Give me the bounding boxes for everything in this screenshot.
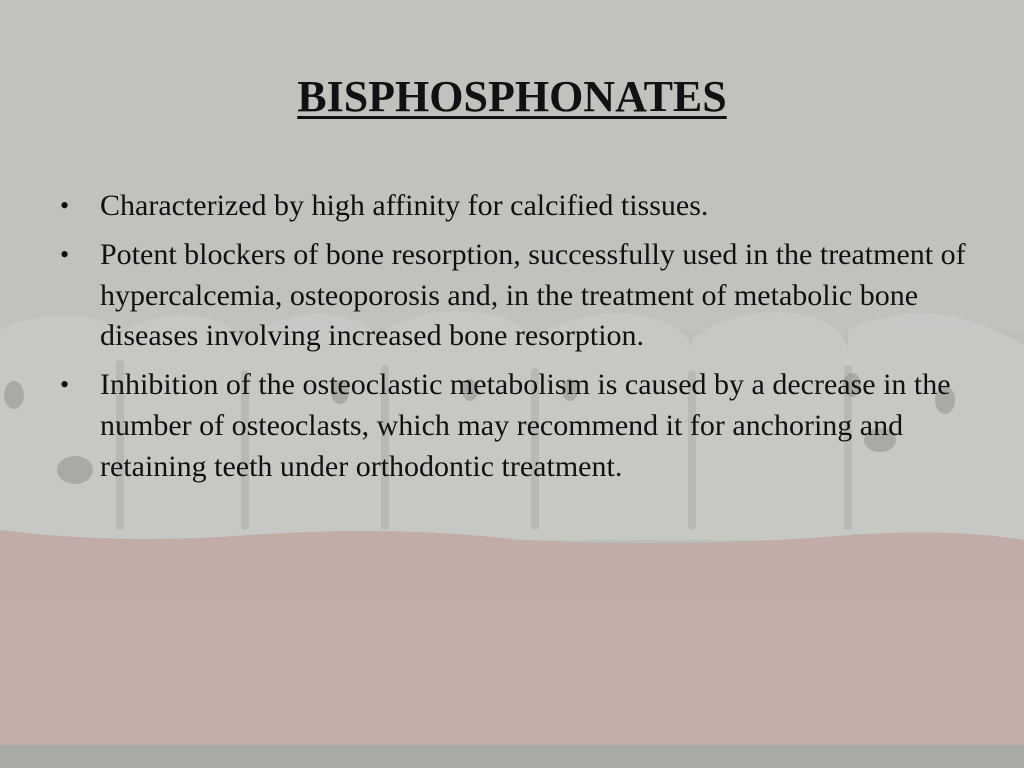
slide-title-text: BISPHOSPHONATES [297,72,727,121]
bullet-marker: • [60,191,70,220]
bullet-item [56,186,966,227]
bottom-strip [0,745,1024,768]
slide-title [0,70,1024,124]
gum-lower [0,600,1024,745]
bullet-item [56,365,966,487]
bullet-marker: • [60,239,70,269]
bullet-text: Inhibition of the osteoclastic metabolism is caused by a decrease in the number of osteoclasts, which may recommend it for anchoring and retaining teeth under orthodontic treatment. [100,368,951,483]
bullet-list [56,186,966,496]
bullet-marker: • [60,370,70,400]
bullet-text: Characterized by high affinity for calcified tissues. [100,189,709,222]
bullet-text: Potent blockers of bone resorption, successfully used in the treatment of hypercalcemia, osteoporosis and, in the treatment of metabolic bone diseases involving increased bone resorption. [100,237,966,353]
bullet-item [56,235,966,357]
